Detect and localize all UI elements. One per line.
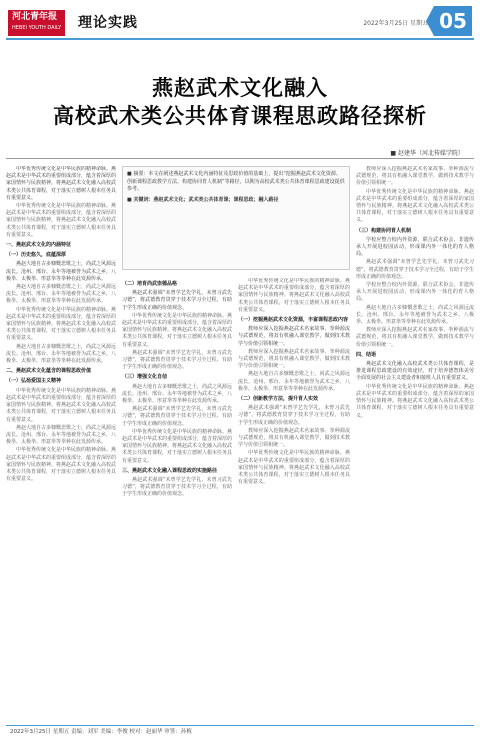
paragraph: 燕赵大地自古多慷慨悲歌之士，尚武之风源远流长。沧州、邢台、永年等地被誉为武术之乡，八极拳、太极拳、形意拳等拳种在此发源传承。 (6, 261, 116, 282)
section-title: 理论实践 (78, 15, 138, 31)
paragraph: 燕赵武术文化融入高校武术类公共体育课程，是推进课程思政建设的有效途径，对于培养德智体美劳全面发展的社会主义建设者和接班人具有重要意义。 (356, 361, 474, 382)
paragraph: 中华优秀传统文化是中华民族的精神命脉。燕赵武术是中华武术的重要组成部分，蕴含着深厚的家国情怀与民族精神。将燕赵武术文化融入高校武术类公共体育课程，对于落实立德树人根本任务具有重要意义。 (6, 306, 116, 342)
paragraph: 教师应深入挖掘燕赵武术名家故事、拳种源流与武德规范，将其有机融入课堂教学，做到技术教学与价值引领相统一。 (356, 166, 474, 187)
subsection-heading: （二）创新教学方法，提升育人实效 (238, 396, 319, 403)
issue-date: 2022年3月25日 星期五 (363, 20, 428, 27)
paragraph: 教师应深入挖掘燕赵武术名家故事、拳种源流与武德规范，将其有机融入课堂教学，做到技术教学与价值引领相统一。 (238, 348, 350, 370)
paragraph: 燕赵武术强调“未曾学艺先学礼，未曾习武先习德”，将武德教育贯穿于技术学习全过程，有助于学生形成正确的价值观念。 (356, 259, 474, 280)
section-heading: 三、燕赵武术文化融入课程思政的实施路径 (122, 467, 218, 474)
column-2 (122, 278, 232, 722)
article-body (6, 166, 474, 722)
paragraph: 教师应深入挖掘燕赵武术名家故事、拳种源流与武德规范，将其有机融入课堂教学，做到技术教学与价值引领相统一。 (238, 326, 350, 347)
newspaper-page (6, 4, 474, 738)
paragraph: 燕赵大地自古多慷慨悲歌之士，尚武之风源远流长。沧州、邢台、永年等地被誉为武术之乡，八极拳、太极拳、形意拳等拳种在此发源传承。 (122, 383, 232, 405)
paragraph: 燕赵大地自古多慷慨悲歌之士，尚武之风源远流长。沧州、邢台、永年等地被誉为武术之乡，八极拳、太极拳、形意拳等拳种在此发源传承。 (238, 371, 350, 392)
page-footer: 2022年3月25日 星期五 责编：刘军 美编：李俊 校对：赵丽华 审签：孙梅 (6, 725, 474, 738)
paragraph: 中华优秀传统文化是中华民族的精神命脉。燕赵武术是中华武术的重要组成部分，蕴含着深厚的家国情怀与民族精神。将燕赵武术文化融入高校武术类公共体育课程，对于落实立德树人根本任务具有重要意义。 (122, 428, 232, 464)
keywords: ■ 关键词：燕赵武术文化；武术类公共体育课；课程思政；融入路径 (127, 196, 279, 203)
paragraph: 中华优秀传统文化是中华民族的精神命脉。燕赵武术是中华武术的重要组成部分，蕴含着深厚的家国情怀与民族精神。将燕赵武术文化融入高校武术类公共体育课程，对于落实立德树人根本任务具有重要意义。 (6, 203, 116, 238)
paragraph: 燕赵大地自古多慷慨悲歌之士，尚武之风源远流长。沧州、邢台、永年等地被誉为武术之乡，八极拳、太极拳、形意拳等拳种在此发源传承。 (356, 304, 474, 326)
paragraph: 教师应深入挖掘燕赵武术名家故事、拳种源流与武德规范，将其有机融入课堂教学，做到技术教学与价值引领相统一。 (238, 427, 350, 449)
paragraph: 燕赵武术强调“未曾学艺先学礼，未曾习武先习德”，将武德教育贯穿于技术学习全过程，有助于学生形成正确的价值观念。 (122, 406, 232, 427)
paragraph: 燕赵大地自古多慷慨悲歌之士，尚武之风源远流长。沧州、邢台、永年等地被誉为武术之乡，八极拳、太极拳、形意拳等拳种在此发源传承。 (6, 424, 116, 446)
column-4 (356, 166, 474, 722)
section-heading: 四、结语 (356, 351, 377, 358)
paragraph: 燕赵大地自古多慷慨悲歌之士，尚武之风源远流长。沧州、邢台、永年等地被誉为武术之乡，八极拳、太极拳、形意拳等拳种在此发源传承。 (6, 343, 116, 365)
masthead-logo: 河北青年报 HEBEI YOUTH DAILY (8, 10, 65, 36)
page-number: 05 (434, 6, 472, 36)
paragraph: 中华优秀传统文化是中华民族的精神命脉。燕赵武术是中华武术的重要组成部分，蕴含着深厚的家国情怀与民族精神。将燕赵武术文化融入高校武术类公共体育课程，对于落实立德树人根本任务具有重要意义。 (238, 278, 350, 313)
paragraph: 中华优秀传统文化是中华民族的精神命脉。燕赵武术是中华武术的重要组成部分，蕴含着深厚的家国情怀与民族精神。将燕赵武术文化融入高校武术类公共体育课程，对于落实立德树人根本任务具有重要意义。 (238, 450, 350, 486)
section-heading: 一、燕赵武术文化的内涵特征 (6, 242, 72, 249)
paragraph: 中华优秀传统文化是中华民族的精神命脉。燕赵武术是中华武术的重要组成部分，蕴含着深厚的家国情怀与民族精神。将燕赵武术文化融入高校武术类公共体育课程，对于落实立德树人根本任务具有重要意义。 (122, 312, 232, 348)
paragraph: 燕赵武术强调“未曾学艺先学礼，未曾习武先习德”，将武德教育贯穿于技术学习全过程，有助于学生形成正确的价值观念。 (122, 349, 232, 371)
page-header (6, 4, 474, 40)
article-title (6, 74, 474, 130)
paragraph: 燕赵大地自古多慷慨悲歌之士，尚武之风源远流长。沧州、邢台、永年等地被誉为武术之乡，八极拳、太极拳、形意拳等拳种在此发源传承。 (6, 284, 116, 305)
paragraph: 中华优秀传统文化是中华民族的精神命脉。燕赵武术是中华武术的重要组成部分，蕴含着深厚的家国情怀与民族精神。将燕赵武术文化融入高校武术类公共体育课程，对于落实立德树人根本任务具有重要意义。 (6, 447, 116, 483)
section-heading: 二、燕赵武术文化蕴含的课程思政价值 (6, 368, 92, 375)
title-line-1: 燕赵武术文化融入 (152, 76, 328, 100)
paragraph: 中华优秀传统文化是中华民族的精神命脉。燕赵武术是中华武术的重要组成部分，蕴含着深厚的家国情怀与民族精神。将燕赵武术文化融入高校武术类公共体育课程，对于落实立德树人根本任务具有重要意义。 (356, 188, 474, 224)
abstract-text: ■ 摘要：本文在阐述燕赵武术文化内涵特征及思政价值的基础上，提出“挖掘燕赵武术文化资源、创新课程思政教学方法、构建协同育人机制”等路径，以期为高校武术类公共体育课程思政建设提供参考。 (127, 171, 345, 192)
subsection-heading: （二）培育尚武崇德品格 (122, 281, 178, 287)
subsection-heading: （三）构建协同育人机制 (356, 227, 412, 234)
subsection-heading: （一）弘扬爱国主义精神 (6, 378, 62, 385)
paragraph: 燕赵武术强调“未曾学艺先学礼，未曾习武先习德”，将武德教育贯穿于技术学习全过程，有助于学生形成正确的价值观念。 (122, 477, 232, 498)
subsection-heading: （一）挖掘燕赵武术文化资源，丰富课程思政内容 (238, 317, 349, 324)
subsection-heading: （一）历史悠久，底蕴深厚 (6, 252, 67, 259)
byline: ■ 赵建华（河北传媒学院） (390, 150, 464, 157)
paragraph: 学校应整合校内外资源，联合武术协会、非遗传承人开展进校园活动，形成课内外一体化的育人格局。 (356, 236, 474, 258)
paragraph: 燕赵武术强调“未曾学艺先学礼，未曾习武先习德”，将武德教育贯穿于技术学习全过程，有助于学生形成正确的价值观念。 (238, 405, 350, 426)
title-line-2: 高校武术类公共体育课程思政路径探析 (53, 104, 427, 128)
abstract-box (122, 166, 350, 270)
paragraph: 中华优秀传统文化是中华民族的精神命脉。燕赵武术是中华武术的重要组成部分，蕴含着深厚的家国情怀与民族精神。将燕赵武术文化融入高校武术类公共体育课程，对于落实立德树人根本任务具有重要意义。 (6, 166, 116, 201)
paragraph: 中华优秀传统文化是中华民族的精神命脉。燕赵武术是中华武术的重要组成部分，蕴含着深厚的家国情怀与民族精神。将燕赵武术文化融入高校武术类公共体育课程，对于落实立德树人根本任务具有重要意义。 (6, 387, 116, 423)
paragraph: 燕赵武术强调“未曾学艺先学礼，未曾习武先习德”，将武德教育贯穿于技术学习全过程，有助于学生形成正确的价值观念。 (122, 290, 232, 311)
paragraph: 学校应整合校内外资源，联合武术协会、非遗传承人开展进校园活动，形成课内外一体化的育人格局。 (356, 282, 474, 303)
paragraph: 教师应深入挖掘燕赵武术名家故事、拳种源流与武德规范，将其有机融入课堂教学，做到技术教学与价值引领相统一。 (356, 327, 474, 348)
paragraph: 中华优秀传统文化是中华民族的精神命脉。燕赵武术是中华武术的重要组成部分，蕴含着深厚的家国情怀与民族精神。将燕赵武术文化融入高校武术类公共体育课程，对于落实立德树人根本任务具有重要意义。 (356, 383, 474, 419)
column-1 (6, 166, 116, 722)
subsection-heading: （三）增强文化自信 (122, 374, 168, 381)
column-3 (238, 278, 350, 722)
divider (6, 158, 474, 159)
